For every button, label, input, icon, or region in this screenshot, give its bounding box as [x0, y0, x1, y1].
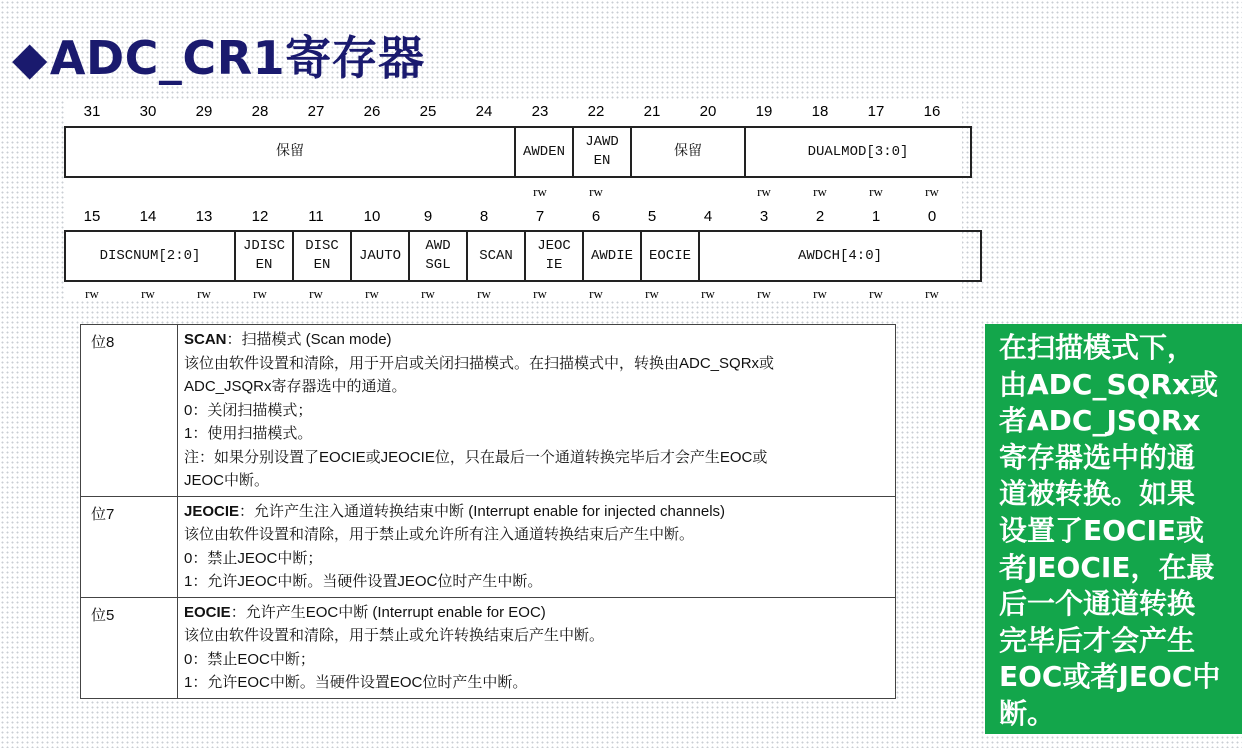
register-field-label: JDISC — [242, 238, 285, 254]
register-field — [293, 231, 351, 281]
register-field — [641, 231, 699, 281]
register-field — [573, 127, 631, 177]
description-heading — [184, 601, 889, 625]
bit-number: 11 — [308, 208, 324, 225]
bit-number: 31 — [83, 103, 101, 120]
bit-number: 28 — [251, 103, 269, 120]
access-type: rw — [925, 286, 939, 301]
register-field — [65, 127, 515, 177]
access-type: rw — [141, 286, 155, 301]
description-line: 0：禁止EOC中断； — [184, 650, 315, 668]
description-row — [81, 496, 896, 597]
description-line: 该位由软件设置和清除，用于开启或关闭扫描模式。在扫描模式中，转换由ADC_SQRx或 — [184, 354, 775, 372]
register-field — [525, 231, 583, 281]
access-type: rw — [869, 184, 883, 199]
description-heading — [184, 328, 889, 352]
bit-description — [178, 325, 896, 497]
description-line: 该位由软件设置和清除，用于禁止或允许所有注入通道转换结束后产生中断。 — [184, 526, 695, 543]
bit-number: 0 — [927, 208, 937, 225]
register-map — [64, 100, 962, 300]
description-line: 0：关闭扫描模式； — [184, 401, 313, 419]
diamond-bullet-icon: ◆ — [12, 31, 48, 85]
bit-number: 7 — [535, 208, 545, 225]
access-type: rw — [701, 286, 715, 301]
bit-number: 4 — [703, 208, 713, 225]
field-name: EOCIE — [184, 603, 231, 621]
bit-description — [178, 597, 896, 698]
note-line: 由ADC_SQRx或 — [999, 367, 1219, 401]
access-type: rw — [813, 184, 827, 199]
access-type: rw — [85, 286, 99, 301]
register-field — [409, 231, 467, 281]
register-field-label: IE — [545, 257, 563, 273]
register-field-label: AWDIE — [590, 247, 633, 264]
note-line: 者JEOCIE，在最 — [999, 550, 1215, 584]
field-name: SCAN — [184, 331, 227, 348]
access-type: rw — [197, 286, 211, 301]
access-type: rw — [645, 286, 659, 301]
bit-description-table — [80, 324, 896, 699]
access-type: rw — [253, 286, 267, 301]
register-field-label: 保留 — [276, 143, 304, 160]
description-line: 该位由软件设置和清除，用于禁止或允许转换结束后产生中断。 — [184, 627, 605, 644]
register-field — [583, 231, 641, 281]
bit-number: 30 — [139, 103, 157, 120]
description-row — [81, 325, 896, 497]
bit-number: 25 — [419, 103, 437, 120]
register-field — [745, 127, 971, 177]
bit-number: 17 — [867, 103, 885, 120]
register-field — [351, 231, 409, 281]
description-line: JEOC中断。 — [184, 472, 270, 489]
bit-label: 位8 — [81, 325, 178, 497]
access-types-low — [64, 286, 960, 306]
field-title: ：允许产生注入通道转换结束中断 (Interrupt enable for injected channels) — [239, 502, 726, 520]
description-line: 1：允许JEOC中断。当硬件设置JEOC位时产生中断。 — [184, 573, 543, 590]
register-field-label: DISC — [305, 238, 339, 254]
slide-title-text: ADC_CR1寄存器 — [49, 31, 425, 85]
bit-number: 12 — [251, 208, 269, 225]
bit-number: 20 — [699, 103, 717, 120]
description-line: 0：禁止JEOC中断； — [184, 549, 323, 567]
bit-number: 21 — [643, 103, 661, 120]
access-type: rw — [813, 286, 827, 301]
register-fields-low — [64, 230, 982, 282]
description-line: 注：如果分别设置了EOCIE或JEOCIE位，只在最后一个通道转换完毕后才会产生EOC或 — [184, 448, 768, 466]
access-type: rw — [421, 286, 435, 301]
bit-number: 15 — [83, 208, 101, 225]
bit-number: 16 — [923, 103, 941, 120]
bit-numbers-high — [64, 100, 960, 124]
register-field-label: JAWD — [585, 134, 619, 150]
access-type: rw — [757, 286, 771, 301]
bit-number: 13 — [195, 208, 213, 225]
bit-number: 6 — [591, 208, 601, 225]
bit-number: 29 — [195, 103, 213, 120]
access-type: rw — [925, 184, 939, 199]
bit-number: 5 — [647, 208, 657, 225]
register-field-label: JAUTO — [358, 247, 401, 264]
bit-number: 8 — [479, 208, 489, 225]
bit-number: 23 — [531, 103, 549, 120]
field-title: ：允许产生EOC中断 (Interrupt enable for EOC) — [230, 603, 546, 621]
note-line: EOC或者JEOC中 — [999, 660, 1221, 694]
bit-numbers-low — [64, 205, 960, 229]
access-type: rw — [589, 184, 603, 199]
access-type: rw — [533, 184, 547, 199]
bit-description — [178, 496, 896, 597]
register-field — [515, 127, 573, 177]
note-line: 设置了EOCIE或 — [999, 513, 1205, 547]
note-line: 寄存器选中的通 — [999, 440, 1196, 474]
bit-number: 3 — [759, 208, 769, 225]
field-name: JEOCIE — [184, 502, 240, 520]
note-line: 者ADC_JSQRx — [999, 404, 1201, 438]
register-field-label: EOCIE — [648, 247, 691, 264]
access-types-high — [64, 184, 960, 204]
register-field-label: EN — [313, 257, 331, 273]
register-fields-high — [64, 126, 972, 178]
bit-number: 22 — [587, 103, 605, 120]
access-type: rw — [757, 184, 771, 199]
bit-number: 27 — [307, 103, 325, 120]
description-line: ADC_JSQRx寄存器选中的通道。 — [184, 378, 407, 395]
note-line: 完毕后才会产生 — [999, 623, 1196, 657]
bit-number: 10 — [363, 208, 381, 225]
register-field-label: DISCNUM[2:0] — [99, 247, 201, 264]
access-type: rw — [365, 286, 379, 301]
access-type: rw — [869, 286, 883, 301]
access-type: rw — [477, 286, 491, 301]
bit-number: 2 — [815, 208, 825, 225]
slide-title — [12, 22, 425, 88]
description-row — [81, 597, 896, 698]
access-type: rw — [533, 286, 547, 301]
bit-label: 位7 — [81, 496, 178, 597]
description-heading — [184, 500, 889, 524]
register-field-label: SCAN — [479, 247, 513, 264]
register-field-label: EN — [255, 257, 273, 273]
description-line: 1：允许EOC中断。当硬件设置EOC位时产生中断。 — [184, 674, 528, 691]
note-line: 道被转换。如果 — [999, 477, 1196, 511]
register-field — [65, 231, 235, 281]
register-field-label: EN — [593, 153, 611, 169]
note-line: 后一个通道转换 — [999, 587, 1196, 621]
note-line: 在扫描模式下， — [999, 331, 1196, 364]
bit-number: 26 — [363, 103, 381, 120]
register-field — [699, 231, 981, 281]
note-line: 断。 — [999, 696, 1056, 730]
bit-number: 9 — [423, 208, 433, 225]
register-field-label: 保留 — [674, 143, 702, 160]
register-field-label: AWD — [425, 238, 451, 254]
bit-number: 1 — [871, 208, 881, 225]
register-field-label: JEOC — [537, 238, 571, 254]
field-title: ：扫描模式 (Scan mode) — [226, 331, 392, 348]
bit-number: 19 — [755, 103, 773, 120]
register-field-label: AWDEN — [522, 143, 565, 160]
bit-number: 18 — [811, 103, 829, 120]
register-field-label: SGL — [425, 257, 451, 273]
bit-label: 位5 — [81, 597, 178, 698]
explanation-note — [985, 324, 1242, 734]
register-field — [467, 231, 525, 281]
bit-number: 24 — [475, 103, 493, 120]
access-type: rw — [589, 286, 603, 301]
access-type: rw — [309, 286, 323, 301]
description-line: 1：使用扫描模式。 — [184, 425, 313, 442]
register-field — [631, 127, 745, 177]
register-field-label: AWDCH[4:0] — [797, 247, 882, 264]
register-field-label: DUALMOD[3:0] — [807, 143, 909, 160]
bit-number: 14 — [139, 208, 157, 225]
register-field — [235, 231, 293, 281]
